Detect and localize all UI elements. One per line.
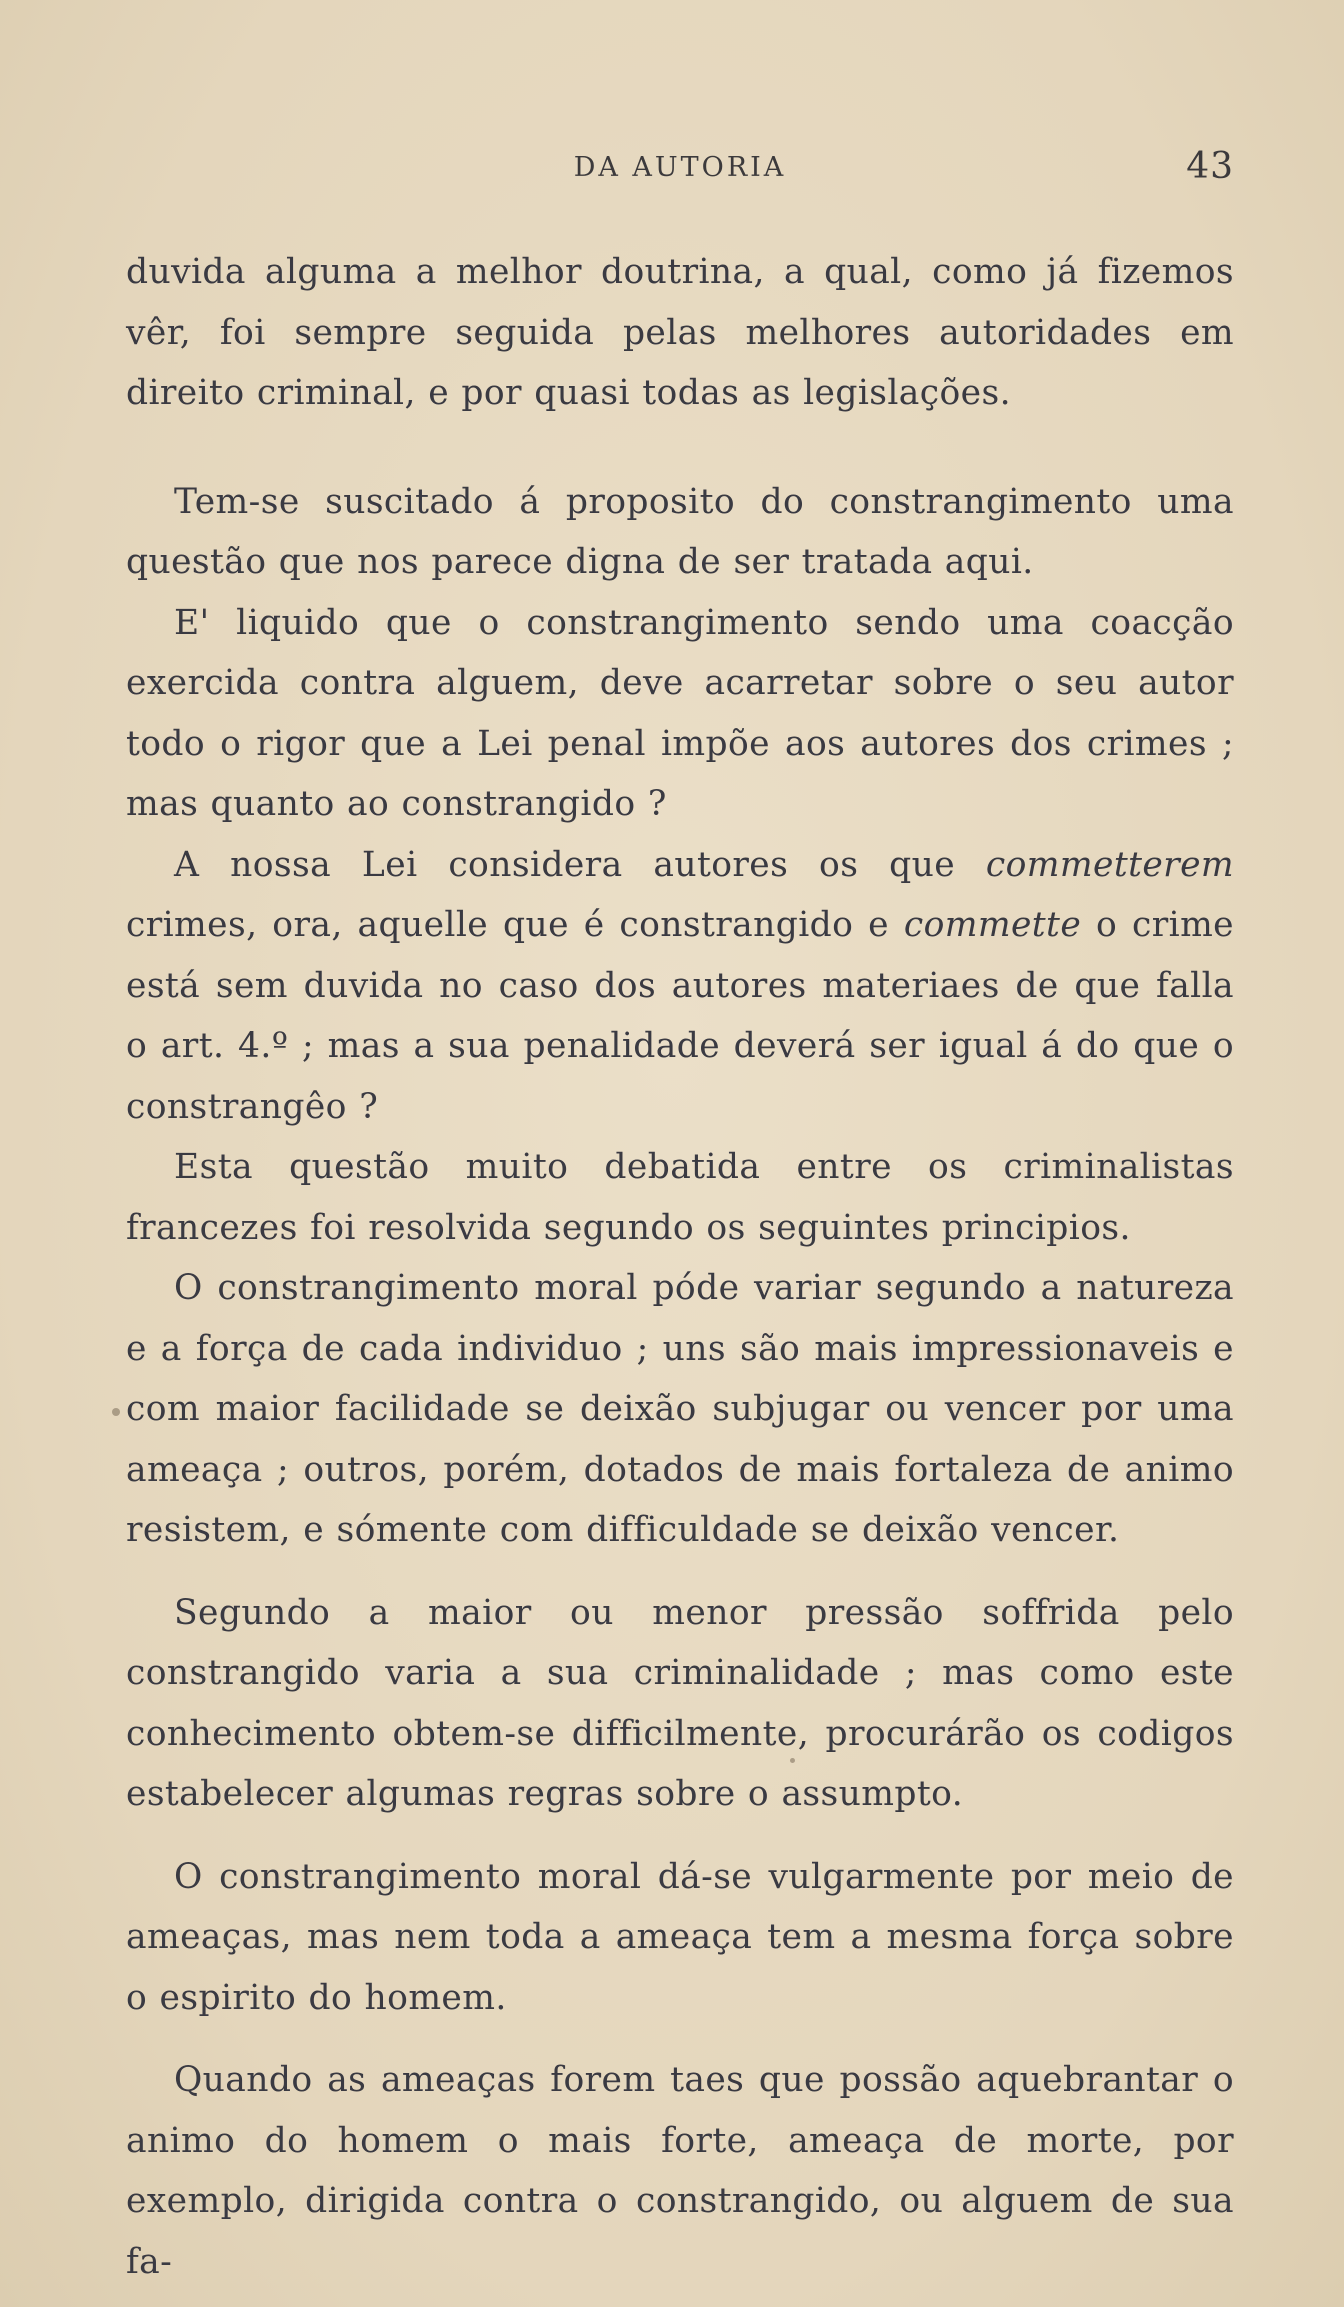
paragraph-threats: O constrangimento moral dá-se vulgarmente por meio de ameaças, mas nem toda a ameaça tem a mesma força sobre o espirito do homem. (126, 1856, 1234, 2018)
paragraph-authors-part1: A nossa Lei considera autores os que (174, 844, 986, 885)
paragraph-pressure: Segundo a maior ou menor pressão soffrida pelo constrangido varia a sua criminalidade ; mas como este conhecimento obtem-se difficilmente, procurárão os codigos estabelecer algumas regras sobre o assumpto. (126, 1592, 1234, 1814)
paragraph-authors (126, 835, 1234, 1138)
paragraph-authors-part3: o crime está sem duvida no caso dos autores materiaes de que falla o art. 4.º ; mas a sua penalidade deverá ser igual á do que o constrangêo ? (126, 905, 1235, 1127)
page-number: 43 (1186, 146, 1234, 187)
paragraph-liquid: E' liquido que o constrangimento sendo uma coacção exercida contra alguem, deve acarretar sobre o seu autor todo o rigor que a Lei penal impõe aos autores dos crimes ; mas quanto ao constrangido ? (126, 602, 1234, 824)
paragraph-authors-part2: crimes, ora, aquelle que é constrangido e (126, 905, 904, 945)
paragraph-strong-threats: Quando as ameaças forem taes que possão aquebrantar o animo do homem o mais forte, ameaça de morte, por exemplo, dirigida contra o constrangido, ou alguem de sua fa- (126, 2060, 1234, 2282)
running-head: DA AUTORIA (573, 152, 787, 183)
paper-spot (790, 1758, 795, 1763)
italic-commetterem: commetterem (985, 844, 1234, 885)
body-text (126, 242, 1234, 2292)
paper-spot (112, 1408, 120, 1416)
page-header (126, 140, 1234, 200)
paragraph-debated: Esta questão muito debatida entre os criminalistas francezes foi resolvida segundo os seguintes principios. (126, 1147, 1234, 1248)
italic-commette: commette (903, 905, 1082, 945)
paragraph-question-intro: Tem-se suscitado á proposito do constrangimento uma questão que nos parece digna de ser tratada aqui. (126, 481, 1234, 582)
paragraph-moral-variation: O constrangimento moral póde variar segundo a natureza e a força de cada individuo ; uns são mais impressionaveis e com maior facilidade se deixão subjugar ou vencer por uma ameaça ; outros, porém, dotados de mais fortaleza de animo resistem, e sómente com difficuldade se deixão vencer. (126, 1268, 1234, 1550)
paragraph-continuation: duvida alguma a melhor doutrina, a qual, como já fizemos vêr, foi sempre seguida pelas melhores autoridades em direito criminal, e por quasi todas as legislações. (126, 252, 1234, 413)
